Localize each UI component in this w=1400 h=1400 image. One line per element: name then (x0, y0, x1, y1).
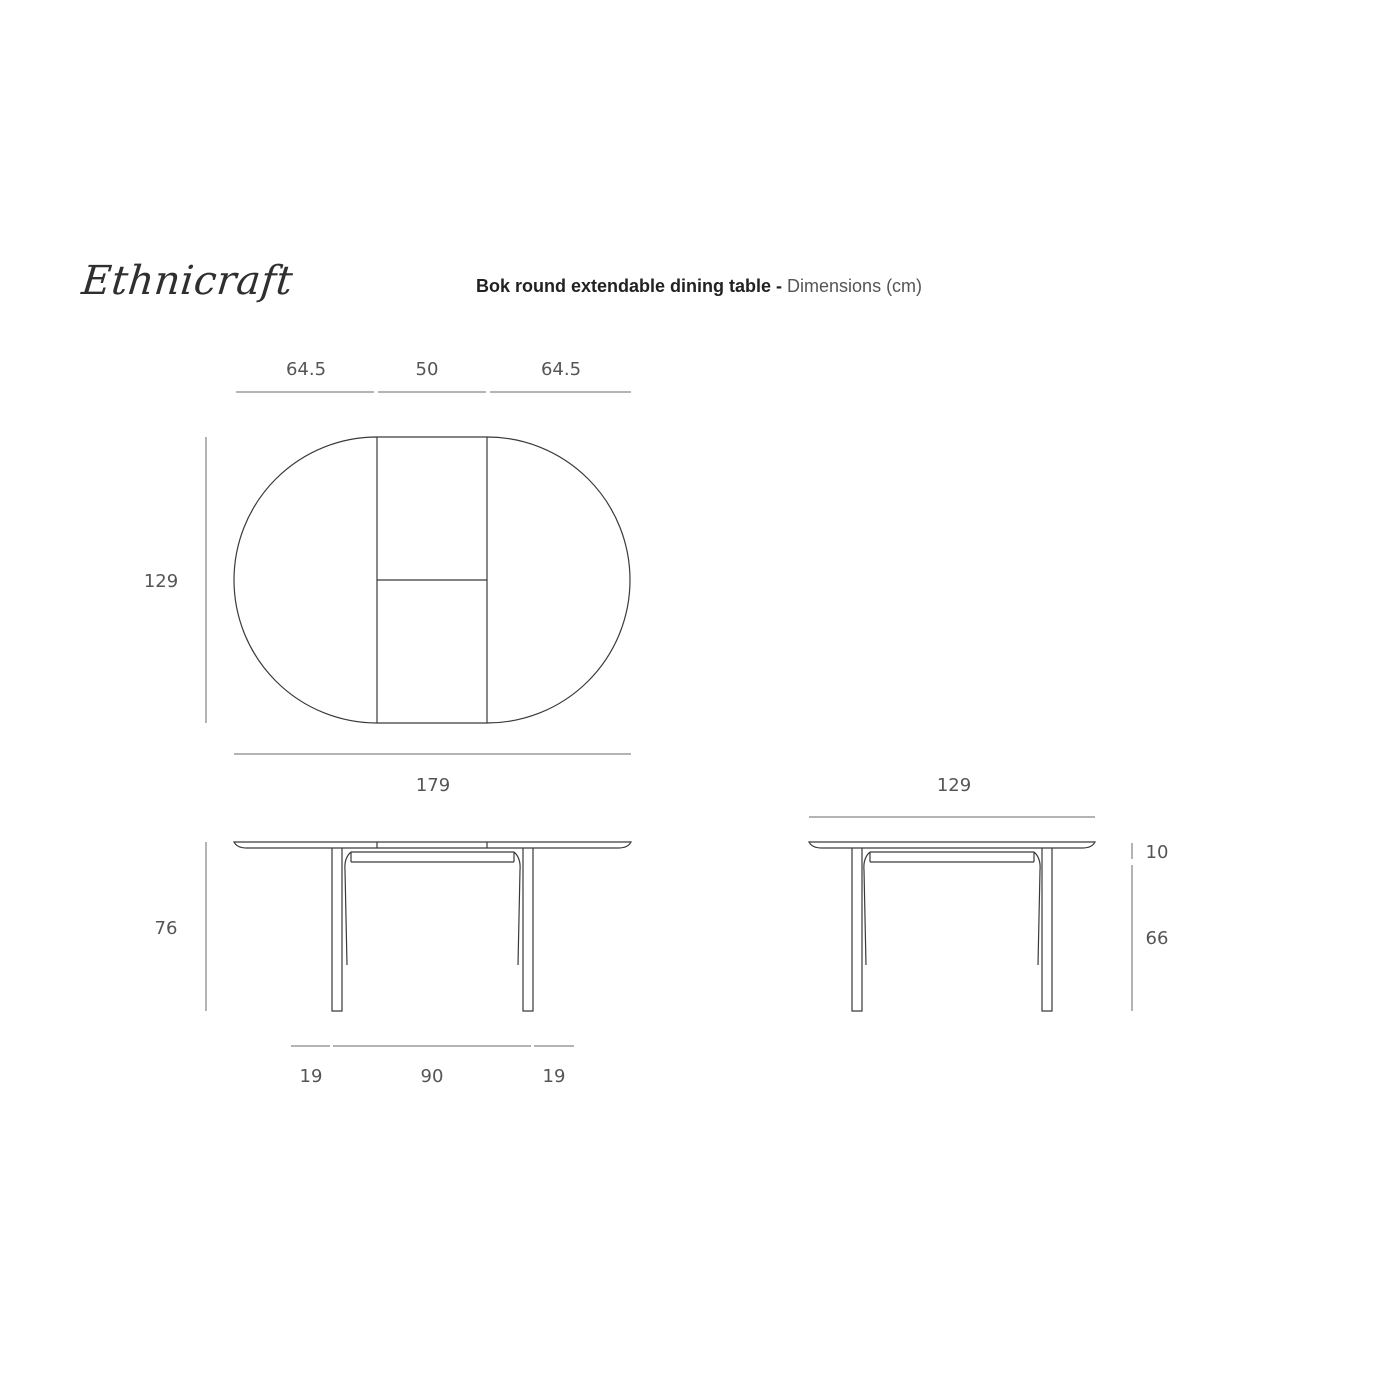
label-bottom-left: 19 (299, 1066, 323, 1087)
side-tabletop (809, 842, 1095, 848)
label-top-middle-width: 50 (415, 359, 439, 380)
front-right-leg (523, 848, 533, 1011)
label-bottom-right: 19 (542, 1066, 566, 1087)
ethnicraft-logo: Ethnicraft (79, 258, 296, 304)
front-left-leg (332, 848, 342, 1011)
side-left-leg (852, 848, 862, 1011)
label-front-height: 76 (154, 918, 178, 939)
top-right-half-circle (487, 437, 630, 723)
title-subtitle: Dimensions (cm) (787, 276, 923, 296)
side-view-table (809, 842, 1095, 1011)
title-separator: - (771, 276, 788, 296)
label-bottom-middle: 90 (420, 1066, 444, 1087)
label-top-left-width: 64.5 (285, 359, 327, 380)
label-top-thickness: 10 (1145, 842, 1169, 863)
top-view-table (234, 437, 630, 723)
label-leg-height: 66 (1145, 928, 1169, 949)
label-side-width: 129 (936, 775, 972, 796)
side-right-leg (1042, 848, 1052, 1011)
side-right-leg-curve (1034, 852, 1040, 965)
side-left-leg-curve (864, 852, 870, 965)
product-name: Bok round extendable dining table (476, 276, 772, 296)
front-left-leg-curve (345, 852, 351, 965)
label-top-depth: 129 (143, 571, 179, 592)
front-tabletop (234, 842, 631, 848)
top-left-half-circle (234, 437, 377, 723)
label-total-width: 179 (415, 775, 451, 796)
front-view-table (234, 842, 631, 1011)
label-top-right-width: 64.5 (540, 359, 582, 380)
front-right-leg-curve (514, 852, 520, 965)
